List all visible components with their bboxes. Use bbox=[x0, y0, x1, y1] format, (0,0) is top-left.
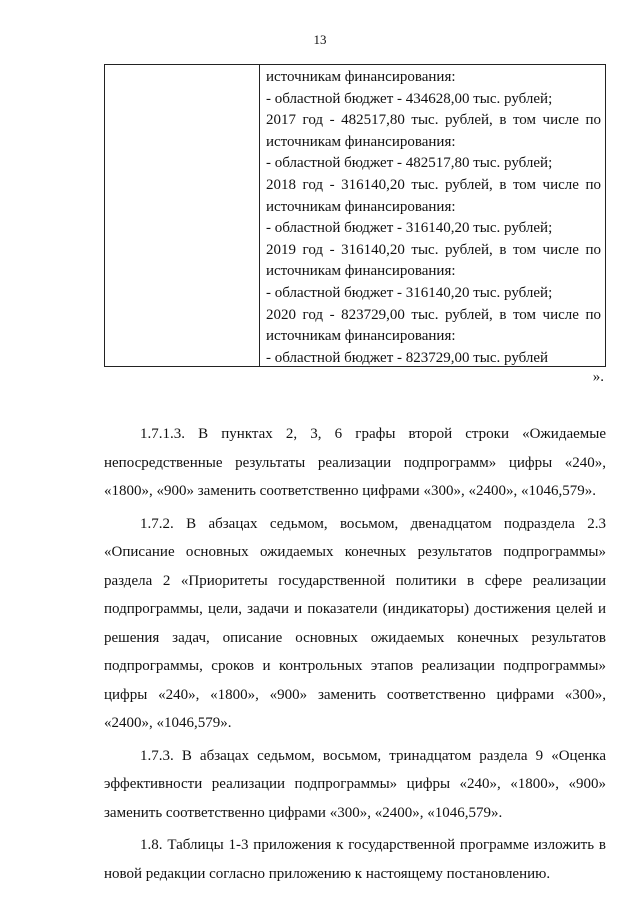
table-line: 2019 год - 316140,20 тыс. рублей, в том числе по bbox=[266, 241, 601, 258]
closing-quote: ». bbox=[592, 369, 604, 385]
paragraph-1-8 bbox=[104, 831, 606, 888]
table-line: источникам финансирования: bbox=[266, 133, 456, 150]
table-right-cell bbox=[260, 65, 605, 366]
paragraph-line: 1.8. Таблицы 1-3 приложения к государственной программе изложить в bbox=[140, 837, 606, 853]
table-left-cell bbox=[105, 65, 260, 366]
table-line: источникам финансирования: bbox=[266, 263, 456, 280]
paragraph-1-7-3 bbox=[104, 742, 606, 828]
paragraph-1-7-1-3 bbox=[104, 420, 606, 506]
paragraph-line: «Описание основных ожидаемых конечных результатов подпрограммы» bbox=[104, 544, 606, 560]
table-line: 2018 год - 316140,20 тыс. рублей, в том числе по bbox=[266, 176, 601, 193]
table-line: источникам финансирования: bbox=[266, 198, 456, 215]
table-line: - областной бюджет - 316140,20 тыс. рублей; bbox=[266, 220, 553, 237]
page-number: 13 bbox=[313, 32, 327, 47]
table-line: - областной бюджет - 316140,20 тыс. рублей; bbox=[266, 284, 553, 301]
table-line: - областной бюджет - 482517,80 тыс. рублей; bbox=[266, 155, 553, 172]
paragraph-line: «2400», «1046,579». bbox=[104, 715, 232, 731]
paragraph-line: 1.7.1.3. В пунктах 2, 3, 6 графы второй строки «Ожидаемые bbox=[140, 426, 606, 442]
paragraph-line: раздела 2 «Приоритеты государственной политики в сфере реализации bbox=[104, 572, 606, 589]
paragraph-line: решения задач, описание основных ожидаемых конечных результатов bbox=[104, 629, 606, 646]
table-line: - областной бюджет - 434628,00 тыс. рублей; bbox=[266, 90, 553, 107]
paragraph-line: 1.7.3. В абзацах седьмом, восьмом, тринадцатом раздела 9 «Оценка bbox=[140, 747, 606, 764]
paragraph-line: подпрограммы, цели, задачи и показатели (индикаторы) достижения целей и bbox=[104, 601, 606, 617]
paragraph-1-7-2 bbox=[104, 510, 606, 738]
table-line: 2017 год - 482517,80 тыс. рублей, в том числе по bbox=[266, 112, 601, 129]
paragraph-line: подпрограммы, сроков и контрольных этапов реализации подпрограммы» bbox=[104, 658, 606, 674]
table-line: источникам финансирования: bbox=[266, 69, 456, 85]
table-line: - областной бюджет - 823729,00 тыс. рублей bbox=[266, 349, 549, 366]
paragraph-line: заменить соответственно цифрами «300», «2400», «1046,579». bbox=[104, 804, 503, 821]
table-line: источникам финансирования: bbox=[266, 328, 456, 345]
paragraph-line: непосредственные результаты реализации подпрограмм» цифры «240», bbox=[104, 454, 606, 471]
paragraph-line: 1.7.2. В абзацах седьмом, восьмом, двенадцатом подраздела 2.3 bbox=[140, 515, 606, 532]
paragraph-line: «1800», «900» заменить соответственно цифрами «300», «2400», «1046,579». bbox=[104, 483, 596, 499]
funding-table bbox=[104, 64, 606, 367]
paragraph-line: новой редакции согласно приложению к настоящему постановлению. bbox=[104, 865, 551, 882]
document-body bbox=[104, 420, 606, 888]
table-line: 2020 год - 823729,00 тыс. рублей, в том числе по bbox=[266, 306, 601, 323]
paragraph-line: эффективности реализации подпрограммы» цифры «240», «1800», «900» bbox=[104, 776, 606, 792]
paragraph-line: цифры «240», «1800», «900» заменить соответственно цифрами «300», bbox=[104, 686, 606, 703]
